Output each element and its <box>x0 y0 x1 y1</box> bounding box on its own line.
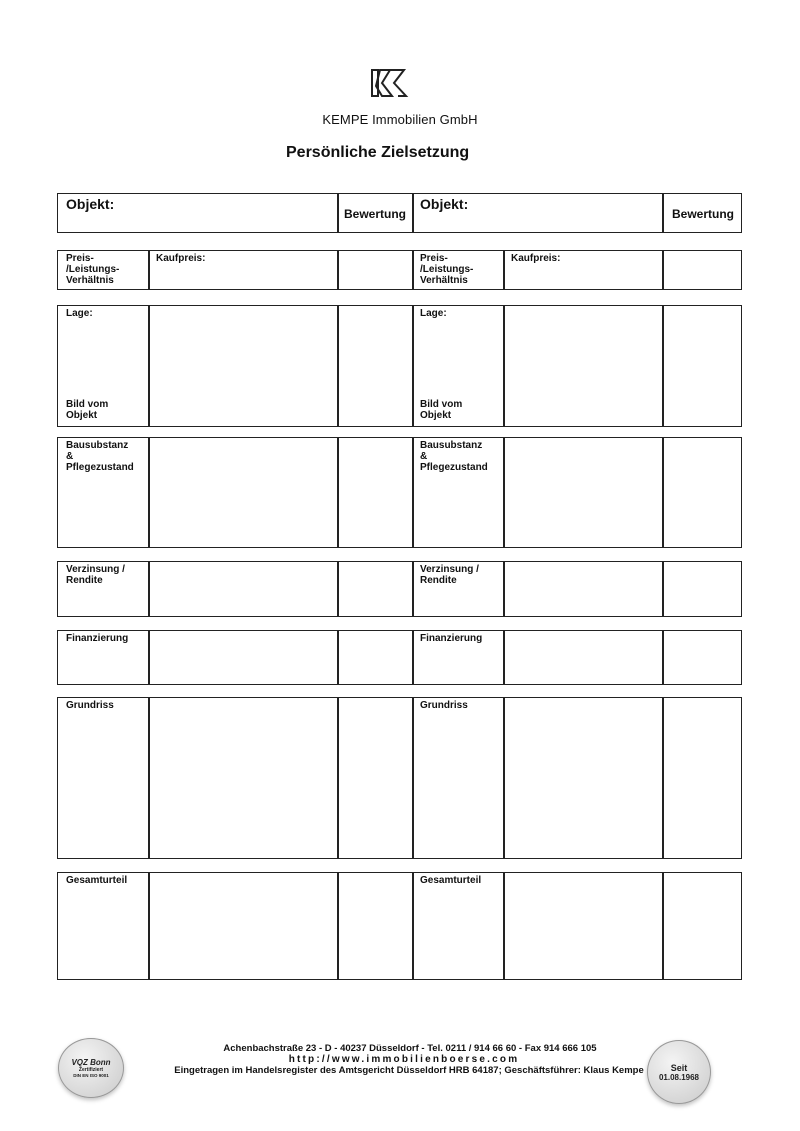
lage-label-right: Lage: <box>420 308 447 319</box>
since-1968-seal: Seit 01.08.1968 <box>647 1040 711 1104</box>
lage-label-left: Lage: <box>66 308 93 319</box>
bausubstanz-label-right: Bausubstanz & Pflegezustand <box>420 440 488 473</box>
preis-leistung-label-left: Preis- /Leistungs- Verhältnis <box>66 253 120 286</box>
preis-leistung-sublabel-right: Kaufpreis: <box>511 253 561 264</box>
footer-website: http://www.immobilienboerse.com <box>288 1054 520 1065</box>
company-name: KEMPE Immobilien GmbH <box>322 112 478 127</box>
footer-register: Eingetragen im Handelsregister des Amtsgericht Düsseldorf HRB 64187; Geschäftsführer: Klaus Kempe <box>174 1065 644 1076</box>
vqz-certification-seal: VQZ Bonn Zertifiziert DIN EN ISO 9001 <box>58 1038 124 1098</box>
objekt-label-right: Objekt: <box>420 196 469 212</box>
grundriss-label-left: Grundriss <box>66 700 114 711</box>
page-title: Persönliche Zielsetzung <box>286 144 470 161</box>
finanzierung-label-left: Finanzierung <box>66 633 129 644</box>
kempe-logo-icon <box>368 66 410 100</box>
grundriss-row-left <box>57 697 414 859</box>
preis-leistung-sublabel-left: Kaufpreis: <box>156 253 206 264</box>
objekt-label-left: Objekt: <box>66 196 115 212</box>
verzinsung-rendite-label-right: Verzinsung / Rendite <box>420 564 479 586</box>
lage-bottom-label-left: Bild vom Objekt <box>66 399 109 421</box>
verzinsung-rendite-label-left: Verzinsung / Rendite <box>66 564 125 586</box>
bewertung-label-left: Bewertung <box>344 207 407 221</box>
gesamturteil-row-left <box>57 872 414 980</box>
preis-leistung-label-right: Preis- /Leistungs- Verhältnis <box>420 253 474 286</box>
grundriss-row-right <box>412 697 742 859</box>
gesamturteil-row-right <box>412 872 742 980</box>
finanzierung-label-right: Finanzierung <box>420 633 483 644</box>
bewertung-label-right: Bewertung <box>672 207 735 221</box>
gesamturteil-label-left: Gesamturteil <box>66 875 128 886</box>
footer-address: Achenbachstraße 23 - D - 40237 Düsseldorf - Tel. 0211 / 914 66 60 - Fax 914 666 105 <box>223 1043 597 1054</box>
lage-bottom-label-right: Bild vom Objekt <box>420 399 463 421</box>
bausubstanz-label-left: Bausubstanz & Pflegezustand <box>66 440 134 473</box>
lage-row-left <box>57 305 414 427</box>
grundriss-label-right: Grundriss <box>420 700 468 711</box>
gesamturteil-label-right: Gesamturteil <box>420 875 482 886</box>
